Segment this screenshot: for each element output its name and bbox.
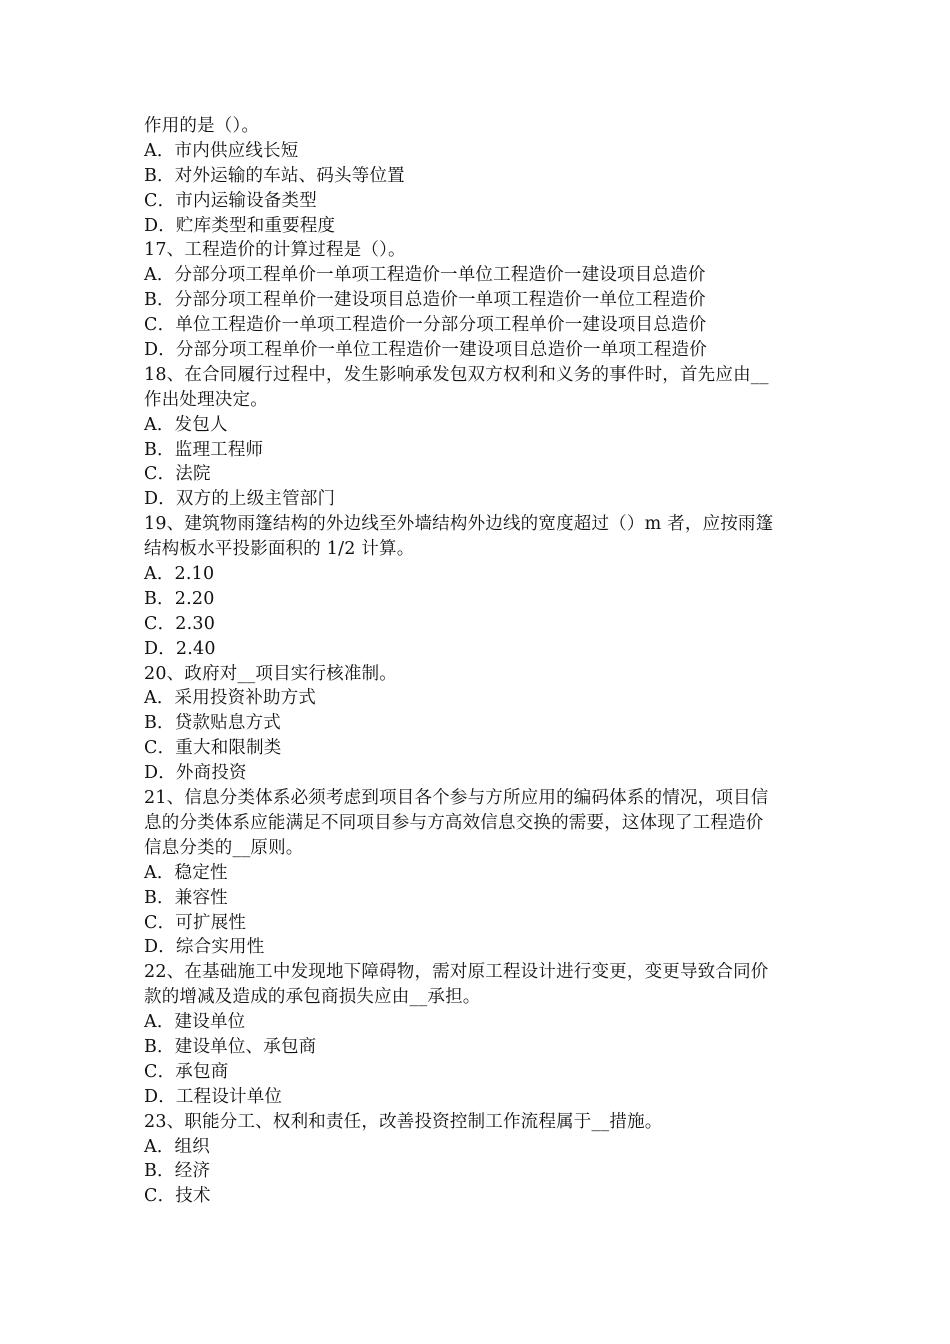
- option-line: B．兼容性: [144, 887, 228, 908]
- text-line: 作用的是（）。: [144, 116, 260, 136]
- option-line: B．监理工程师: [144, 439, 264, 460]
- option-line: C．可扩展性: [144, 912, 247, 933]
- option-line: D．工程设计单位: [144, 1086, 283, 1107]
- question-line: 22、在基础施工中发现地下障碍物，需对原工程设计进行变更，变更导致合同价: [144, 962, 769, 983]
- question-line: 作出处理决定。: [144, 389, 268, 410]
- question-line: 19、建筑物雨篷结构的外边线至外墙结构外边线的宽度超过（）m 者，应按雨篷: [144, 514, 774, 535]
- option-line: A．2.10: [144, 564, 215, 585]
- document-page: [144, 114, 816, 1209]
- option-line: C．市内运输设备类型: [144, 190, 317, 211]
- option-line: B．分部分项工程单价一建设项目总造价一单项工程造价一单位工程造价: [144, 290, 706, 311]
- option-line: D．分部分项工程单价一单位工程造价一建设项目总造价一单项工程造价: [144, 340, 707, 361]
- option-line: A．发包人: [144, 414, 228, 435]
- option-line: C．法院: [144, 464, 211, 485]
- option-line: B．对外运输的车站、码头等位置: [144, 165, 405, 186]
- option-line: A．采用投资补助方式: [144, 688, 317, 709]
- option-line: C．承包商: [144, 1061, 229, 1082]
- option-line: D．2.40: [144, 638, 216, 659]
- option-line: B．贷款贴息方式: [144, 713, 281, 734]
- question-line: 17、工程造价的计算过程是（）。: [144, 240, 406, 261]
- question-line: 21、信息分类体系必须考虑到项目各个参与方所应用的编码体系的情况，项目信: [144, 788, 769, 809]
- question-line: 款的增减及造成的承包商损失应由__承担。: [144, 987, 481, 1008]
- question-line: 23、职能分工、权利和责任，改善投资控制工作流程属于__措施。: [144, 1111, 663, 1132]
- option-line: A．稳定性: [144, 862, 228, 883]
- question-line: 18、在合同履行过程中，发生影响承发包双方权利和义务的事件时，首先应由__: [144, 364, 769, 385]
- option-line: B．经济: [144, 1161, 211, 1182]
- question-line: 结构板水平投影面积的 1/2 计算。: [144, 539, 415, 560]
- option-line: D．综合实用性: [144, 937, 265, 958]
- option-line: C．重大和限制类: [144, 738, 282, 759]
- option-line: A．组织: [144, 1136, 210, 1157]
- option-line: D．外商投资: [144, 763, 247, 784]
- option-line: C．2.30: [144, 613, 216, 634]
- option-line: D．贮库类型和重要程度: [144, 215, 336, 236]
- option-line: A．建设单位: [144, 1012, 246, 1033]
- option-line: A．分部分项工程单价一单项工程造价一单位工程造价一建设项目总造价: [144, 265, 706, 286]
- option-line: B．2.20: [144, 588, 215, 609]
- option-line: C．单位工程造价一单项工程造价一分部分项工程单价一建设项目总造价: [144, 315, 707, 336]
- question-line: 息的分类体系应能满足不同项目参与方高效信息交换的需要，这体现了工程造价: [144, 812, 764, 833]
- question-line: 信息分类的__原则。: [144, 837, 304, 858]
- option-line: D．双方的上级主管部门: [144, 489, 336, 510]
- option-line: A．市内供应线长短: [144, 140, 299, 161]
- question-line: 20、政府对__项目实行核准制。: [144, 663, 397, 684]
- option-line: C．技术: [144, 1186, 211, 1207]
- option-line: B．建设单位、承包商: [144, 1036, 317, 1057]
